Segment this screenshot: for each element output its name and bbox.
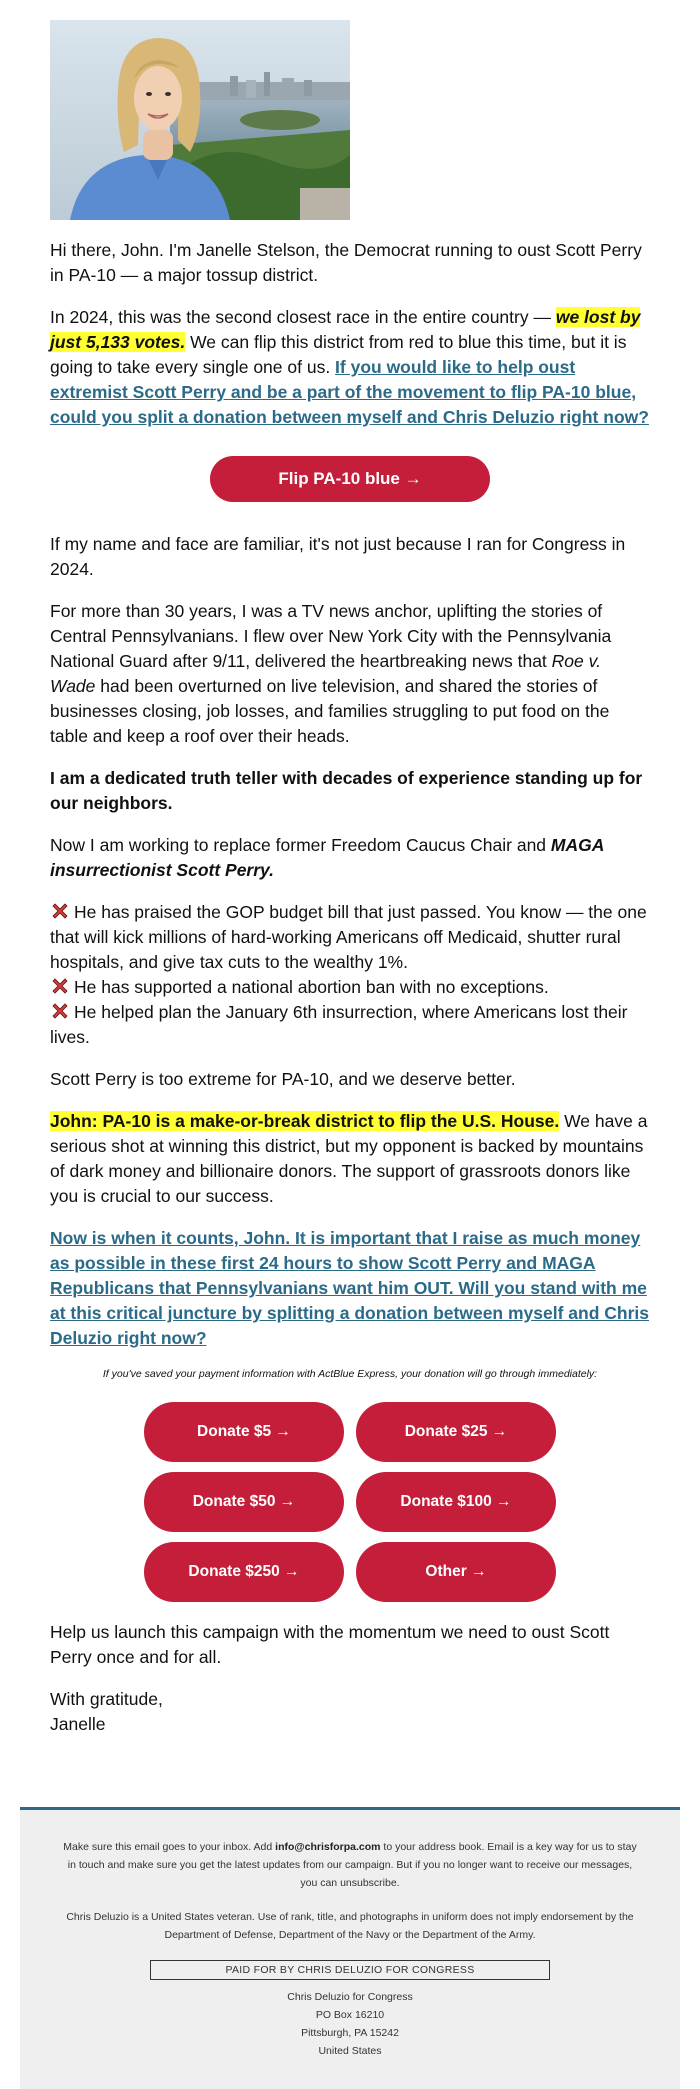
list-item — [50, 975, 650, 1000]
replace-text: Now I am working to replace former Freedom Caucus Chair and — [50, 835, 551, 855]
vote-margin-highlight: we lost by just 5,133 votes. — [50, 307, 641, 352]
anchor-paragraph — [50, 599, 650, 749]
donate-25-button[interactable]: Donate $25 → — [356, 1402, 556, 1462]
split-donation-link[interactable]: If you would like to help oust extremist Scott Perry and be a part of the movement to flip PA-10 blue, could you split a donation between myself and Chris Deluzio right now? — [50, 357, 649, 427]
list-item-text: He helped plan the January 6th insurrection, where Americans lost their lives. — [50, 1002, 628, 1047]
actblue-express-note: If you've saved your payment information with ActBlue Express, your donation will go through immediately: — [102, 1368, 598, 1380]
address-line: PO Box 16210 — [315, 2009, 385, 2021]
race-text-after: We can flip this district from red to blue this time, but it is going to take every single one of us. — [50, 332, 627, 377]
race-text-before: In 2024, this was the second closest race in the entire country — — [50, 307, 556, 327]
signer-name: Janelle — [50, 1714, 106, 1734]
cta-wrap — [50, 456, 650, 502]
inbox-notice — [60, 1838, 640, 1892]
list-item — [50, 1000, 650, 1050]
perry-record-list — [50, 900, 650, 1050]
donate-250-button[interactable]: Donate $250 → — [144, 1542, 344, 1602]
candidate-photo — [50, 20, 350, 220]
donate-50-button[interactable]: Donate $50 → — [144, 1472, 344, 1532]
paid-for-disclaimer: PAID FOR BY CHRIS DELUZIO FOR CONGRESS — [150, 1960, 550, 1980]
anchor-text-before: For more than 30 years, I was a TV news anchor, uplifting the stories of Central Pennsylvanians. I flew over New York City with the Pennsylvania National Guard after 9/11, delivered the heartbreaking news that — [50, 601, 612, 671]
email-body — [50, 0, 650, 1737]
list-item-text: He has supported a national abortion ban with no exceptions. — [74, 977, 549, 997]
donate-100-button[interactable]: Donate $100 → — [356, 1472, 556, 1532]
familiar-paragraph: If my name and face are familiar, it's not just because I ran for Congress in 2024. — [50, 534, 626, 579]
inbox-text-before: Make sure this email goes to your inbox. Add — [63, 1841, 276, 1853]
anchor-text-after: had been overturned on live television, and shared the stories of businesses closing, job losses, and families struggling to put food on the table and keep a roof over their heads. — [50, 676, 610, 746]
race-paragraph — [50, 305, 650, 430]
flip-pa10-button[interactable]: Flip PA-10 blue → — [210, 456, 490, 502]
cross-mark-icon — [50, 1001, 70, 1021]
email-footer — [20, 1807, 680, 2089]
signoff — [50, 1687, 650, 1737]
urgent-ask-paragraph — [50, 1226, 650, 1351]
make-or-break-paragraph — [50, 1109, 650, 1209]
mailing-address — [60, 1988, 640, 2060]
truth-teller-paragraph: I am a dedicated truth teller with decades of experience standing up for our neighbors. — [50, 768, 643, 813]
donate-other-button[interactable]: Other → — [356, 1542, 556, 1602]
launch-paragraph: Help us launch this campaign with the momentum we need to oust Scott Perry once and for all. — [50, 1622, 610, 1667]
make-or-break-highlight: John: PA-10 is a make-or-break district to flip the U.S. House. — [50, 1111, 560, 1131]
cross-mark-icon — [50, 976, 70, 996]
inbox-text-after: to your address book. Email is a key way for us to stay in touch and make sure you get the latest updates from our campaign. But if you no longer want to receive our messages, you can unsubscribe. — [67, 1841, 637, 1889]
list-item — [50, 900, 650, 975]
contact-email: info@chrisforpa.com — [275, 1841, 381, 1853]
intro-paragraph: Hi there, John. I'm Janelle Stelson, the Democrat running to oust Scott Perry in PA-10 — a major tossup district. — [50, 240, 642, 285]
roe-v-wade: Roe v. Wade — [50, 651, 601, 696]
address-line: Chris Deluzio for Congress — [287, 1991, 413, 2003]
donate-5-button[interactable]: Donate $5 → — [144, 1402, 344, 1462]
address-line: United States — [318, 2045, 382, 2057]
cross-mark-icon — [50, 901, 70, 921]
donate-button-grid — [144, 1402, 556, 1602]
address-line: Pittsburgh, PA 15242 — [301, 2027, 399, 2039]
too-extreme-paragraph: Scott Perry is too extreme for PA-10, and we deserve better. — [50, 1069, 516, 1089]
veteran-disclaimer: Chris Deluzio is a United States veteran. Use of rank, title, and photographs in uniform does not imply endorsement by the Department of Defense, Department of the Navy or the Department of the Army. — [66, 1911, 634, 1941]
make-or-break-text: We have a serious shot at winning this district, but my opponent is backed by mountains of dark money and billionaire donors. The support of grassroots donors like you is crucial to our success. — [50, 1111, 648, 1206]
replace-perry-paragraph — [50, 833, 650, 883]
signoff-line: With gratitude, — [50, 1689, 163, 1709]
urgent-donation-link[interactable]: Now is when it counts, John. It is important that I raise as much money as possible in these first 24 hours to show Scott Perry and MAGA Republicans that Pennsylvanians want him OUT. Will you stand with me at this critical juncture by splitting a donation between myself and Chris Deluzio right now? — [50, 1228, 649, 1348]
maga-emphasis: MAGA insurrectionist Scott Perry. — [50, 835, 604, 880]
list-item-text: He has praised the GOP budget bill that just passed. You know — the one that will kick millions of hard-working Americans off Medicaid, shutter rural hospitals, and give tax cuts to the wealthy 1%. — [50, 902, 647, 972]
